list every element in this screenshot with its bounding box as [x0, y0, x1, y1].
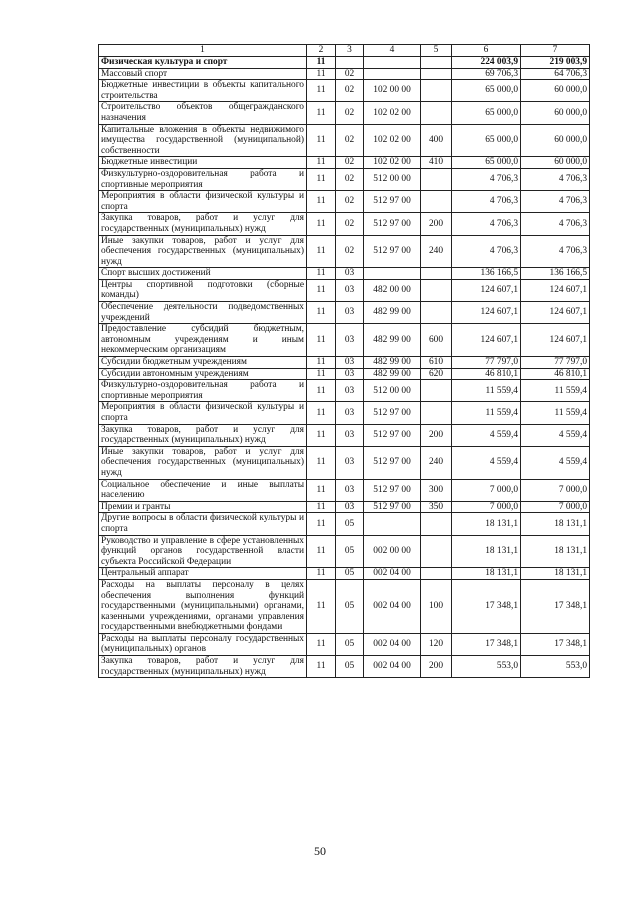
section-code-cell: 11 — [307, 446, 336, 479]
subsection-code-cell: 02 — [336, 191, 364, 213]
amount-col6-cell: 7 000,0 — [452, 479, 521, 501]
subsection-code-cell — [336, 57, 364, 69]
table-row — [99, 279, 590, 301]
amount-col7-cell: 4 706,3 — [521, 213, 590, 235]
section-code-cell: 11 — [307, 124, 336, 157]
amount-col6-cell: 17 348,1 — [452, 633, 521, 655]
amount-col6-cell: 136 166,5 — [452, 268, 521, 280]
subsection-code-cell: 02 — [336, 80, 364, 102]
target-article-cell — [364, 57, 421, 69]
amount-col7-cell: 7 000,0 — [521, 501, 590, 513]
row-name-cell: Спорт высших достижений — [99, 268, 307, 280]
section-code-cell: 11 — [307, 168, 336, 190]
expense-type-cell: 610 — [421, 357, 452, 369]
section-code-cell: 11 — [307, 68, 336, 80]
amount-col6-cell: 124 607,1 — [452, 302, 521, 324]
target-article-cell: 002 04 00 — [364, 656, 421, 678]
section-code-cell: 11 — [307, 501, 336, 513]
subsection-code-cell: 03 — [336, 279, 364, 301]
target-article-cell: 482 99 00 — [364, 357, 421, 369]
subsection-code-cell: 02 — [336, 213, 364, 235]
amount-col7-cell: 124 607,1 — [521, 302, 590, 324]
expense-type-cell — [421, 380, 452, 402]
section-code-cell: 11 — [307, 479, 336, 501]
section-code-cell: 11 — [307, 579, 336, 633]
table-row — [99, 191, 590, 213]
row-name-cell: Мероприятия в области физической культуры и спорта — [99, 402, 307, 424]
amount-col7-cell: 4 559,4 — [521, 424, 590, 446]
subsection-code-cell: 05 — [336, 513, 364, 535]
section-code-cell: 11 — [307, 102, 336, 124]
amount-col7-cell: 18 131,1 — [521, 513, 590, 535]
subsection-code-cell: 02 — [336, 102, 364, 124]
subsection-code-cell: 03 — [336, 402, 364, 424]
amount-col7-cell: 136 166,5 — [521, 268, 590, 280]
section-code-cell: 11 — [307, 357, 336, 369]
table-row — [99, 102, 590, 124]
target-article-cell: 002 04 00 — [364, 633, 421, 655]
section-code-cell: 11 — [307, 568, 336, 580]
table-row — [99, 302, 590, 324]
amount-col6-cell: 18 131,1 — [452, 568, 521, 580]
amount-col6-cell: 4 706,3 — [452, 168, 521, 190]
amount-col6-cell: 4 706,3 — [452, 213, 521, 235]
expense-type-cell — [421, 302, 452, 324]
row-name-cell: Центральный аппарат — [99, 568, 307, 580]
row-name-cell: Субсидии бюджетным учреждениям — [99, 357, 307, 369]
target-article-cell: 512 97 00 — [364, 501, 421, 513]
table-row — [99, 568, 590, 580]
amount-col7-cell: 124 607,1 — [521, 324, 590, 357]
table-row — [99, 157, 590, 169]
section-code-cell: 11 — [307, 633, 336, 655]
subsection-code-cell: 05 — [336, 535, 364, 568]
expense-type-cell — [421, 168, 452, 190]
amount-col6-cell: 65 000,0 — [452, 157, 521, 169]
target-article-cell: 002 00 00 — [364, 535, 421, 568]
table-row — [99, 235, 590, 268]
section-code-cell: 11 — [307, 157, 336, 169]
expense-type-cell — [421, 568, 452, 580]
section-code-cell: 11 — [307, 368, 336, 380]
expense-type-cell: 120 — [421, 633, 452, 655]
section-code-cell: 11 — [307, 191, 336, 213]
expense-type-cell — [421, 513, 452, 535]
col-header-2: 2 — [307, 45, 336, 57]
amount-col7-cell: 60 000,0 — [521, 102, 590, 124]
expense-type-cell: 600 — [421, 324, 452, 357]
amount-col6-cell: 4 706,3 — [452, 191, 521, 213]
target-article-cell: 482 99 00 — [364, 302, 421, 324]
row-name-cell: Субсидии автономным учреждениям — [99, 368, 307, 380]
table-row — [99, 656, 590, 678]
amount-col6-cell: 4 559,4 — [452, 424, 521, 446]
subsection-code-cell: 05 — [336, 568, 364, 580]
row-name-cell: Мероприятия в области физической культуры и спорта — [99, 191, 307, 213]
row-name-cell: Расходы на выплаты персоналу государственных (муниципальных) органов — [99, 633, 307, 655]
target-article-cell: 482 99 00 — [364, 368, 421, 380]
amount-col7-cell: 60 000,0 — [521, 124, 590, 157]
subsection-code-cell: 03 — [336, 302, 364, 324]
expense-type-cell: 200 — [421, 656, 452, 678]
expense-type-cell: 350 — [421, 501, 452, 513]
section-code-cell: 11 — [307, 80, 336, 102]
section-code-cell: 11 — [307, 402, 336, 424]
budget-table — [98, 44, 590, 678]
amount-col6-cell: 77 797,0 — [452, 357, 521, 369]
expense-type-cell: 300 — [421, 479, 452, 501]
target-article-cell — [364, 268, 421, 280]
table-row — [99, 368, 590, 380]
expense-type-cell — [421, 191, 452, 213]
section-code-cell: 11 — [307, 513, 336, 535]
amount-col7-cell: 18 131,1 — [521, 568, 590, 580]
section-code-cell: 11 — [307, 268, 336, 280]
table-row — [99, 57, 590, 69]
amount-col6-cell: 7 000,0 — [452, 501, 521, 513]
target-article-cell: 512 00 00 — [364, 168, 421, 190]
row-name-cell: Центры спортивной подготовки (сборные команды) — [99, 279, 307, 301]
subsection-code-cell: 03 — [336, 479, 364, 501]
table-row — [99, 324, 590, 357]
amount-col7-cell: 4 559,4 — [521, 446, 590, 479]
amount-col6-cell: 65 000,0 — [452, 80, 521, 102]
subsection-code-cell: 02 — [336, 68, 364, 80]
expense-type-cell: 200 — [421, 213, 452, 235]
table-row — [99, 357, 590, 369]
target-article-cell: 102 02 00 — [364, 102, 421, 124]
expense-type-cell — [421, 535, 452, 568]
table-row — [99, 633, 590, 655]
amount-col7-cell: 11 559,4 — [521, 402, 590, 424]
subsection-code-cell: 03 — [336, 424, 364, 446]
table-row — [99, 579, 590, 633]
subsection-code-cell: 03 — [336, 357, 364, 369]
section-code-cell: 11 — [307, 279, 336, 301]
expense-type-cell: 410 — [421, 157, 452, 169]
subsection-code-cell: 03 — [336, 268, 364, 280]
amount-col7-cell: 60 000,0 — [521, 157, 590, 169]
section-code-cell: 11 — [307, 424, 336, 446]
target-article-cell: 512 97 00 — [364, 424, 421, 446]
subsection-code-cell: 02 — [336, 157, 364, 169]
table-row — [99, 535, 590, 568]
amount-col7-cell: 4 706,3 — [521, 168, 590, 190]
amount-col6-cell: 65 000,0 — [452, 124, 521, 157]
row-name-cell: Обеспечение деятельности подведомственных учреждений — [99, 302, 307, 324]
expense-type-cell — [421, 268, 452, 280]
table-row — [99, 424, 590, 446]
amount-col7-cell: 18 131,1 — [521, 535, 590, 568]
expense-type-cell — [421, 68, 452, 80]
section-code-cell: 11 — [307, 57, 336, 69]
amount-col7-cell: 4 706,3 — [521, 235, 590, 268]
row-name-cell: Капитальные вложения в объекты недвижимого имущества государственной (муниципальной) собственности — [99, 124, 307, 157]
amount-col7-cell: 124 607,1 — [521, 279, 590, 301]
amount-col7-cell: 46 810,1 — [521, 368, 590, 380]
row-name-cell: Социальное обеспечение и иные выплаты населению — [99, 479, 307, 501]
row-name-cell: Закупка товаров, работ и услуг для государственных (муниципальных) нужд — [99, 213, 307, 235]
amount-col7-cell: 11 559,4 — [521, 380, 590, 402]
table-row — [99, 402, 590, 424]
table-row — [99, 213, 590, 235]
target-article-cell — [364, 513, 421, 535]
expense-type-cell — [421, 102, 452, 124]
table-row — [99, 68, 590, 80]
amount-col7-cell: 7 000,0 — [521, 479, 590, 501]
subsection-code-cell: 03 — [336, 446, 364, 479]
expense-type-cell — [421, 80, 452, 102]
target-article-cell: 002 04 00 — [364, 568, 421, 580]
expense-type-cell — [421, 57, 452, 69]
col-header-4: 4 — [364, 45, 421, 57]
row-name-cell: Строительство объектов общегражданского назначения — [99, 102, 307, 124]
amount-col6-cell: 17 348,1 — [452, 579, 521, 633]
amount-col7-cell: 219 003,9 — [521, 57, 590, 69]
amount-col7-cell: 17 348,1 — [521, 579, 590, 633]
amount-col6-cell: 18 131,1 — [452, 535, 521, 568]
section-code-cell: 11 — [307, 535, 336, 568]
expense-type-cell — [421, 279, 452, 301]
amount-col7-cell: 77 797,0 — [521, 357, 590, 369]
amount-col6-cell: 65 000,0 — [452, 102, 521, 124]
subsection-code-cell: 05 — [336, 633, 364, 655]
amount-col6-cell: 18 131,1 — [452, 513, 521, 535]
amount-col7-cell: 4 706,3 — [521, 191, 590, 213]
amount-col6-cell: 124 607,1 — [452, 279, 521, 301]
amount-col6-cell: 224 003,9 — [452, 57, 521, 69]
subsection-code-cell: 05 — [336, 656, 364, 678]
row-name-cell: Физическая культура и спорт — [99, 57, 307, 69]
expense-type-cell — [421, 402, 452, 424]
subsection-code-cell: 02 — [336, 235, 364, 268]
row-name-cell: Иные закупки товаров, работ и услуг для обеспечения государственных (муниципальных) нужд — [99, 235, 307, 268]
amount-col6-cell: 4 706,3 — [452, 235, 521, 268]
table-row — [99, 501, 590, 513]
amount-col7-cell: 64 706,3 — [521, 68, 590, 80]
row-name-cell: Расходы на выплаты персоналу в целях обеспечения выполнения функций государственными (муниципальными) органами, казенными учреждениями, органами управления государственными внебюджетными фондами — [99, 579, 307, 633]
section-code-cell: 11 — [307, 302, 336, 324]
expense-type-cell: 620 — [421, 368, 452, 380]
table-row — [99, 80, 590, 102]
subsection-code-cell: 03 — [336, 380, 364, 402]
target-article-cell: 512 00 00 — [364, 380, 421, 402]
row-name-cell: Бюджетные инвестиции в объекты капитального строительства — [99, 80, 307, 102]
amount-col6-cell: 4 559,4 — [452, 446, 521, 479]
table-row — [99, 380, 590, 402]
amount-col6-cell: 124 607,1 — [452, 324, 521, 357]
amount-col7-cell: 60 000,0 — [521, 80, 590, 102]
expense-type-cell: 240 — [421, 446, 452, 479]
target-article-cell: 102 00 00 — [364, 80, 421, 102]
target-article-cell: 512 97 00 — [364, 446, 421, 479]
table-row — [99, 124, 590, 157]
target-article-cell: 512 97 00 — [364, 213, 421, 235]
table-row — [99, 268, 590, 280]
row-name-cell: Другие вопросы в области физической культуры и спорта — [99, 513, 307, 535]
amount-col7-cell: 17 348,1 — [521, 633, 590, 655]
row-name-cell: Закупка товаров, работ и услуг для государственных (муниципальных) нужд — [99, 424, 307, 446]
row-name-cell: Физкультурно-оздоровительная работа и спортивные мероприятия — [99, 380, 307, 402]
expense-type-cell: 200 — [421, 424, 452, 446]
row-name-cell: Физкультурно-оздоровительная работа и спортивные мероприятия — [99, 168, 307, 190]
row-name-cell: Закупка товаров, работ и услуг для государственных (муниципальных) нужд — [99, 656, 307, 678]
row-name-cell: Руководство и управление в сфере установленных функций органов государственной власти субъекта Российской Федерации — [99, 535, 307, 568]
target-article-cell: 512 97 00 — [364, 479, 421, 501]
row-name-cell: Предоставление субсидий бюджетным, автономным учреждениям и иным некоммерческим организациям — [99, 324, 307, 357]
section-code-cell: 11 — [307, 213, 336, 235]
amount-col6-cell: 11 559,4 — [452, 402, 521, 424]
target-article-cell — [364, 68, 421, 80]
subsection-code-cell: 02 — [336, 168, 364, 190]
row-name-cell: Бюджетные инвестиции — [99, 157, 307, 169]
target-article-cell: 482 00 00 — [364, 279, 421, 301]
target-article-cell: 102 02 00 — [364, 124, 421, 157]
section-code-cell: 11 — [307, 235, 336, 268]
section-code-cell: 11 — [307, 380, 336, 402]
subsection-code-cell: 02 — [336, 124, 364, 157]
col-header-1: 1 — [99, 45, 307, 57]
expense-type-cell: 100 — [421, 579, 452, 633]
page-number: 50 — [314, 844, 326, 858]
row-name-cell: Премии и гранты — [99, 501, 307, 513]
col-header-7: 7 — [521, 45, 590, 57]
col-header-5: 5 — [421, 45, 452, 57]
target-article-cell: 002 04 00 — [364, 579, 421, 633]
expense-type-cell: 400 — [421, 124, 452, 157]
amount-col6-cell: 553,0 — [452, 656, 521, 678]
amount-col6-cell: 11 559,4 — [452, 380, 521, 402]
target-article-cell: 512 97 00 — [364, 402, 421, 424]
col-header-6: 6 — [452, 45, 521, 57]
table-row — [99, 513, 590, 535]
target-article-cell: 512 97 00 — [364, 191, 421, 213]
column-number-row — [99, 45, 590, 57]
subsection-code-cell: 03 — [336, 324, 364, 357]
subsection-code-cell: 03 — [336, 501, 364, 513]
table-row — [99, 479, 590, 501]
target-article-cell: 512 97 00 — [364, 235, 421, 268]
row-name-cell: Массовый спорт — [99, 68, 307, 80]
section-code-cell: 11 — [307, 656, 336, 678]
amount-col7-cell: 553,0 — [521, 656, 590, 678]
section-code-cell: 11 — [307, 324, 336, 357]
col-header-3: 3 — [336, 45, 364, 57]
target-article-cell: 102 02 00 — [364, 157, 421, 169]
subsection-code-cell: 03 — [336, 368, 364, 380]
row-name-cell: Иные закупки товаров, работ и услуг для обеспечения государственных (муниципальных) нужд — [99, 446, 307, 479]
subsection-code-cell: 05 — [336, 579, 364, 633]
amount-col6-cell: 69 706,3 — [452, 68, 521, 80]
table-row — [99, 168, 590, 190]
expense-type-cell: 240 — [421, 235, 452, 268]
amount-col6-cell: 46 810,1 — [452, 368, 521, 380]
table-row — [99, 446, 590, 479]
target-article-cell: 482 99 00 — [364, 324, 421, 357]
